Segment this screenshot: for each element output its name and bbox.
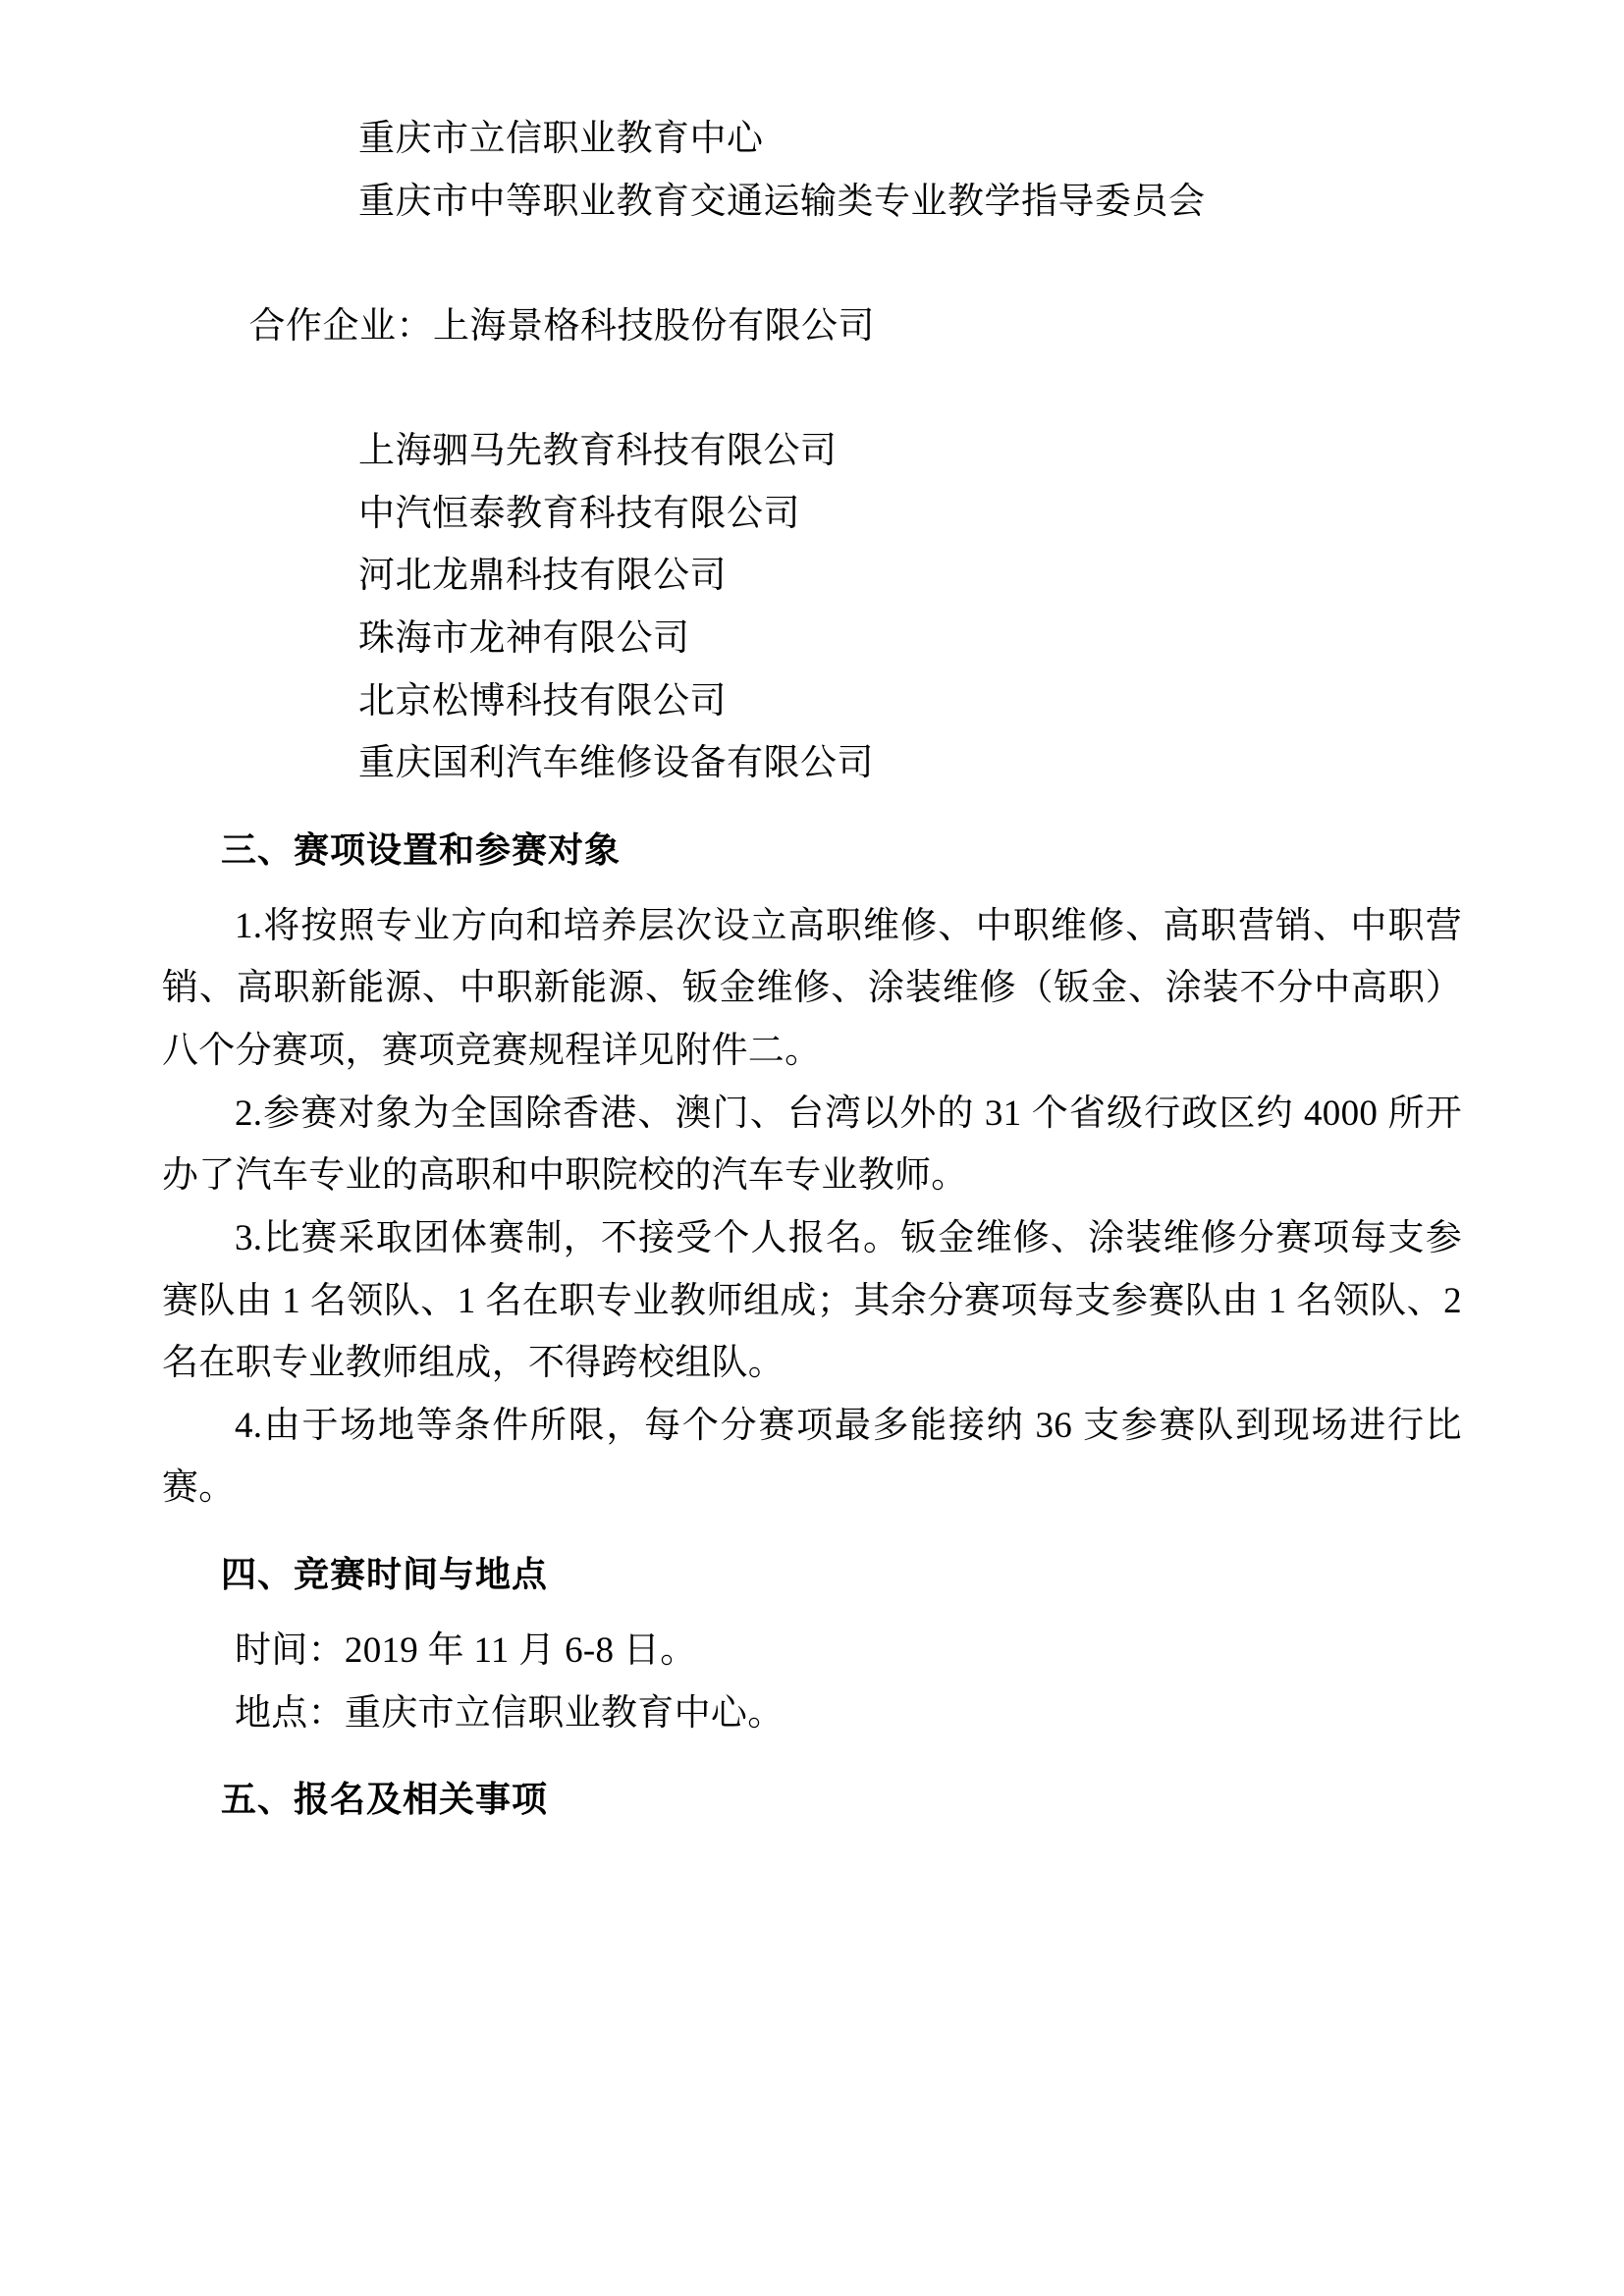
partner-company-line: 重庆国利汽车维修设备有限公司: [358, 743, 874, 784]
competition-place-line: 地点：重庆市立信职业教育中心。: [235, 1692, 785, 1734]
organizer-line: 重庆市立信职业教育中心: [358, 119, 764, 159]
partner-company-line: 河北龙鼎科技有限公司: [358, 556, 727, 597]
partner-company-line: 中汽恒泰教育科技有限公司: [358, 493, 800, 534]
section-three-item-4: 4.由于场地等条件所限，每个分赛项最多能接纳 36 支参赛队到现场进行比赛。: [162, 1405, 1462, 1509]
section-three-item-3: 3.比赛采取团体赛制，不接受个人报名。钣金维修、涂装维修分赛项每支参赛队由 1 名领队、1 名在职专业教师组成；其余分赛项每支参赛队由 1 名领队、2 名在职专业教师组成，不得跨校组队。: [162, 1217, 1462, 1384]
competition-time-line: 时间：2019 年 11 月 6-8 日。: [235, 1629, 697, 1671]
section-heading-three: 三、赛项设置和参赛对象: [221, 829, 622, 871]
partner-enterprise-first: 上海景格科技股份有限公司: [433, 305, 875, 347]
partner-enterprise-label: 合作企业：: [248, 305, 433, 347]
partner-company-line: 北京松博科技有限公司: [358, 680, 727, 721]
section-three-item-1: 1.将按照专业方向和培养层次设立高职维修、中职维修、高职营销、中职营销、高职新能源、中职新能源、钣金维修、涂装维修（钣金、涂装不分中高职）八个分赛项，赛项竞赛规程详见附件二。: [162, 905, 1462, 1072]
partner-company-line: 珠海市龙神有限公司: [358, 618, 690, 659]
partner-enterprise-line: [162, 233, 1462, 420]
section-heading-five: 五、报名及相关事项: [221, 1780, 549, 1821]
section-three-item-2: 2.参赛对象为全国除香港、澳门、台湾以外的 31 个省级行政区约 4000 所开办了汽车专业的高职和中职院校的汽车专业教师。: [162, 1093, 1462, 1197]
organizer-line: 重庆市中等职业教育交通运输类专业教学指导委员会: [358, 181, 1206, 222]
partner-company-line: 上海驷马先教育科技有限公司: [358, 431, 838, 472]
section-heading-four: 四、竞赛时间与地点: [221, 1555, 549, 1596]
document-body: [162, 108, 1462, 1831]
